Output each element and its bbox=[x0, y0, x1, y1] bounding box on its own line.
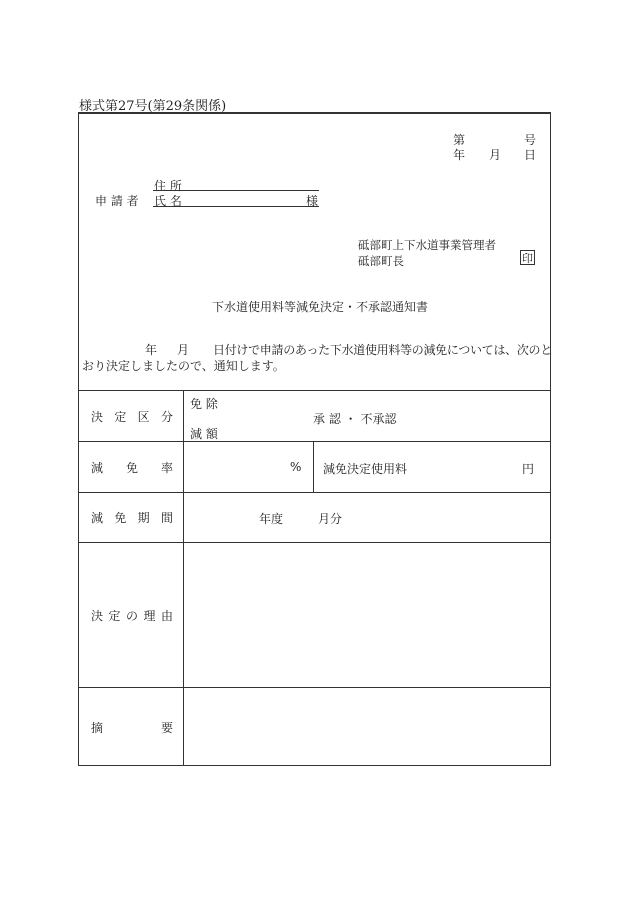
label-column-divider bbox=[183, 390, 184, 766]
body-line2: おり決定しましたので、通知します。 bbox=[82, 359, 285, 373]
percent-sign: % bbox=[290, 460, 302, 474]
approval-choice: 承 認 ・ 不承認 bbox=[313, 412, 397, 426]
reduction-rate-label: 減 免 率 bbox=[91, 460, 173, 475]
header-dai: 第 bbox=[453, 133, 466, 147]
remarks-label: 摘 要 bbox=[91, 720, 173, 735]
applicant-name-label: 氏 名 bbox=[154, 194, 182, 208]
exemption-option: 免 除 bbox=[190, 397, 218, 411]
reduction-option: 減 額 bbox=[190, 427, 218, 441]
header-month: 月 bbox=[489, 148, 502, 162]
name-underline bbox=[153, 206, 319, 207]
header-year: 年 bbox=[453, 148, 466, 162]
fiscal-year-unit: 年度 bbox=[259, 512, 284, 526]
applicant-address-label: 住 所 bbox=[154, 179, 182, 193]
document-title: 下水道使用料等減免決定・不承認通知書 bbox=[212, 300, 429, 314]
body-month: 月 bbox=[177, 343, 190, 357]
yen-unit: 円 bbox=[522, 462, 535, 476]
seal-mark: 印 bbox=[522, 251, 533, 265]
applicant-sama: 様 bbox=[306, 194, 319, 208]
address-underline bbox=[153, 190, 319, 191]
applicant-label: 申 請 者 bbox=[95, 194, 139, 208]
header-day: 日 bbox=[524, 148, 537, 162]
body-year: 年 bbox=[145, 343, 158, 357]
decision-category-label: 決 定 区 分 bbox=[91, 409, 173, 424]
body-line1: 日付けで申請のあった下水道使用料等の減免については、次のと bbox=[213, 343, 552, 357]
form-number-label: 様式第27号(第29条関係) bbox=[79, 99, 227, 114]
decided-fee-label: 減免決定使用料 bbox=[323, 462, 408, 476]
issuer-mayor: 砥部町長 bbox=[358, 254, 404, 268]
reduction-period-label: 減 免 期 間 bbox=[91, 511, 173, 525]
header-go: 号 bbox=[524, 133, 537, 147]
issuer-title: 砥部町上下水道事業管理者 bbox=[358, 238, 496, 252]
month-portion-unit: 月分 bbox=[318, 512, 343, 526]
decision-reason-label: 決 定 の 理 由 bbox=[91, 608, 173, 623]
rate-column-divider bbox=[313, 441, 314, 492]
